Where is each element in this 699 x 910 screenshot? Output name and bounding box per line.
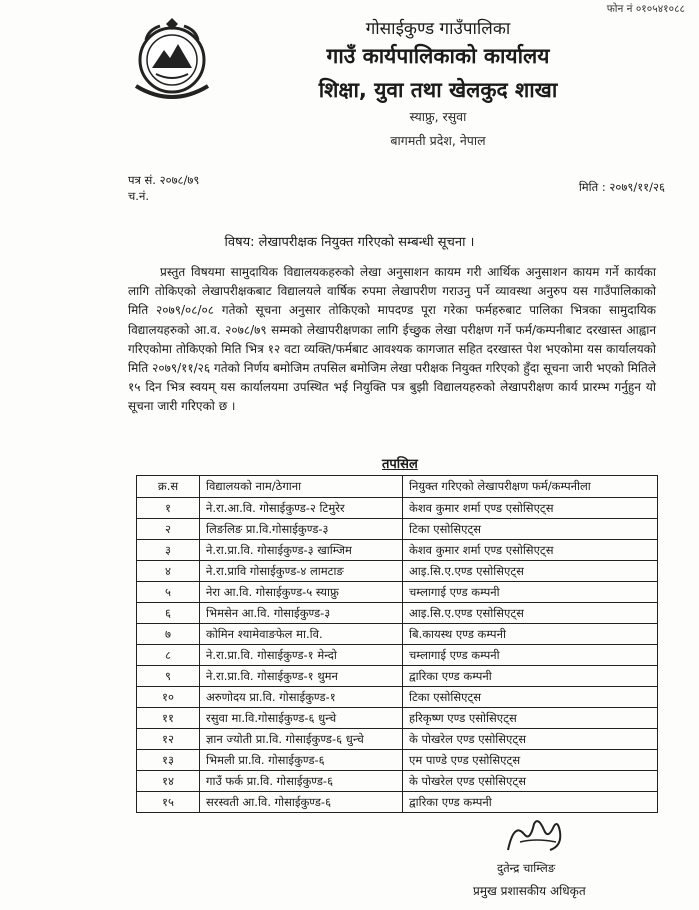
table-row (137, 603, 658, 624)
section-name: शिक्षा, युवा तथा खेलकुद शाखा (318, 78, 558, 102)
signatory-title: प्रमुख प्रशासकीय अधिकृत (473, 884, 586, 898)
cell-firm: आइ.सि.ए.एण्ड एसोसिएट्स (403, 603, 658, 624)
table-header-row (137, 476, 658, 498)
cell-school: कोमिन श्यामेवाङफेल मा.वि. (200, 624, 403, 645)
letter-number: पत्र सं. २०७८/७९ (128, 173, 200, 187)
subject-line: विषय: लेखापरीक्षक नियुक्त गरिएको सम्बन्धी सूचना । (224, 235, 475, 250)
cell-school: अरुणोदय प्रा.वि. गोसाईकुण्ड-१ (200, 687, 403, 708)
cell-serial: २ (137, 519, 200, 540)
table-row (137, 771, 658, 792)
table-body (137, 498, 658, 813)
cell-firm: द्वारिका एण्ड कम्पनी (403, 792, 658, 813)
cell-serial: ७ (137, 624, 200, 645)
signature-icon (500, 812, 570, 858)
cell-school: ने.रा.प्रावि गोसाईकुण्ड-४ लामटाङ (200, 561, 403, 582)
header-firm: नियुक्त गरिएको लेखापरीक्षण फर्म/कम्पनीला (403, 476, 658, 498)
table-row (137, 708, 658, 729)
table-row (137, 519, 658, 540)
municipality-name: गोसाईकुण्ड गाउँपालिका (365, 19, 511, 39)
table-row (137, 792, 658, 813)
cell-firm: हरिकृष्ण एण्ड एसोसिएट्स (403, 708, 658, 729)
cell-serial: १२ (137, 729, 200, 750)
cell-serial: ११ (137, 708, 200, 729)
cell-firm: चम्लागाई एण्ड कम्पनी (403, 582, 658, 603)
notice-body (128, 263, 656, 417)
cell-serial: १५ (137, 792, 200, 813)
phone-number: फोन नं ०१०५४१०८८ (606, 3, 685, 15)
table-row (137, 729, 658, 750)
cell-school: भिमसेन आ.वि. गोसाईकुण्ड-३ (200, 603, 403, 624)
table-row (137, 645, 658, 666)
cell-firm: टिका एसोसिएट्स (403, 519, 658, 540)
cell-serial: ५ (137, 582, 200, 603)
cell-serial: ९ (137, 666, 200, 687)
cell-serial: १४ (137, 771, 200, 792)
table-row (137, 582, 658, 603)
notice-paragraph: प्रस्तुत विषयमा सामुदायिक विद्यालयकहरुको लेखा अनुसाशन कायम गरी आर्थिक अनुसाशन कायम गर्ने कार्यका लागि तोकिएको लेखापरीक्षकबाट विद्यालयले वार्षिक रुपमा लेखापरीण गराउनु पर्ने व्यावस्था अनुरुप यस गाउँपालिकाको मिति २०७९/०८/०८ गतेको सूचना अनुसार तोकिएको मापदण्ड पूरा गरेका फर्महरुबाट पालिका भित्रका सामुदायिक विद्यालयहरुको आ.व. २०७८/७९ सम्मको लेखापरीक्षणका लागि ईच्छुक लेखा परीक्षण गर्ने फर्म/कम्पनीबाट दरखास्त आह्वान गरिएकोमा तोकिएको मिति भित्र १२ वटा व्यक्ति/फर्मबाट आवश्यक कागजात सहित दरखास्त पेश भएकोमा यस कार्यालयको मिति २०७९/११/२६ गतेको निर्णय बमोजिम तपसिल बमोजिम लेखा परीक्षक नियुक्त गरिएको हुँदा सूचना जारी भएको मितिले १५ दिन भित्र स्वयम् यस कार्यालयमा उपस्थित भई नियुक्ति पत्र बुझी विद्यालयहरुको लेखापरीक्षण कार्य प्रारम्भ गर्नुहुन यो सूचना जारी गरिएको छ । (128, 265, 656, 414)
cell-school: गाउँ फर्क प्रा.वि. गोसाईकुण्ड-६ (200, 771, 403, 792)
cell-firm: चम्लागाई एण्ड कम्पनी (403, 645, 658, 666)
table-row (137, 540, 658, 561)
cell-serial: ४ (137, 561, 200, 582)
cell-firm: द्वारिका एण्ड कम्पनी (403, 666, 658, 687)
cell-serial: १० (137, 687, 200, 708)
cell-school: सरस्वती आ.वि. गोसाईकुण्ड-६ (200, 792, 403, 813)
cell-firm: टिका एसोसिएट्स (403, 687, 658, 708)
dispatch-number: च.नं. (128, 189, 149, 203)
table-row (137, 498, 658, 519)
table-row (137, 687, 658, 708)
cell-serial: १ (137, 498, 200, 519)
table-row (137, 666, 658, 687)
letter-date: मिति : २०७९/११/२६ (578, 180, 665, 194)
cell-school: ने.रा.प्रा.वि. गोसाईकुण्ड-३ खाम्जिम (200, 540, 403, 561)
cell-firm: के पोखरेल एण्ड एसोसिएट्स (403, 771, 658, 792)
cell-firm: बि.कायस्थ एण्ड कम्पनी (403, 624, 658, 645)
cell-serial: १३ (137, 750, 200, 771)
cell-firm: आइ.सि.ए.एण्ड एसोसिएट्स (403, 561, 658, 582)
cell-serial: ८ (137, 645, 200, 666)
table-row (137, 750, 658, 771)
cell-serial: ६ (137, 603, 200, 624)
header-school: विद्यालयको नाम/ठेगाना (200, 476, 403, 498)
cell-firm: केशव कुमार शर्मा एण्ड एसोसिएट्स (403, 540, 658, 561)
cell-school: नेरा आ.वि. गोसाईकुण्ड-५ स्याफ्रु (200, 582, 403, 603)
cell-school: ने.रा.आ.वि. गोसाईकुण्ड-२ टिमुरेर (200, 498, 403, 519)
cell-school: ज्ञान ज्योती प्रा.वि. गोसाईकुण्ड-६ धुन्चे (200, 729, 403, 750)
table-row (137, 561, 658, 582)
cell-school: ने.रा.प्रा.वि. गोसाईकुण्ड-१ थुमन (200, 666, 403, 687)
cell-school: लिङलिङ प्रा.वि.गोसाईकुण्ड-३ (200, 519, 403, 540)
cell-firm: के पोखरेल एण्ड एसोसिएट्स (403, 729, 658, 750)
province-country: बागमती प्रदेश, नेपाल (390, 133, 486, 148)
schedule-title: तपसिल (382, 457, 418, 472)
cell-firm: एम पाण्डे एण्ड एसोसिएट्स (403, 750, 658, 771)
cell-school: रसुवा मा.वि.गोसाईकुण्ड-६ धुन्चे (200, 708, 403, 729)
cell-school: ने.रा.प्रा.वि. गोसाईकुण्ड-१ मेन्दो (200, 645, 403, 666)
header-serial: क्र.स (137, 476, 200, 498)
nepal-emblem-icon (126, 16, 218, 102)
office-location: स्याफ्रु, रसुवा (409, 109, 467, 124)
table-row (137, 624, 658, 645)
cell-serial: ३ (137, 540, 200, 561)
signatory-name: दुतेन्द्र चाम्लिङ (497, 861, 556, 875)
auditor-table (136, 475, 658, 813)
office-name: गाउँ कार्यपालिकाको कार्यालय (326, 44, 550, 68)
cell-school: भिमली प्रा.वि. गोसाईकुण्ड-६ (200, 750, 403, 771)
cell-firm: केशव कुमार शर्मा एण्ड एसोसिएट्स (403, 498, 658, 519)
